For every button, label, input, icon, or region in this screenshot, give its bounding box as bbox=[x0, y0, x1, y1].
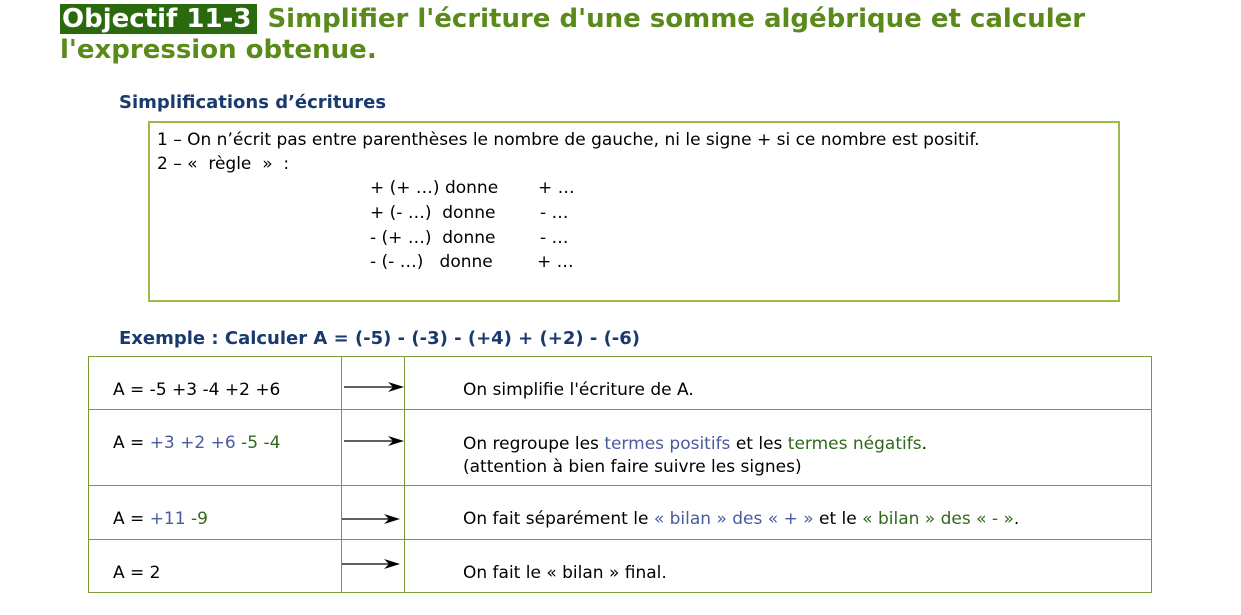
expression-prefix: A = bbox=[113, 433, 150, 453]
sign-rule-left: + (+ …) donne bbox=[370, 178, 499, 198]
expression-cell bbox=[89, 486, 342, 540]
explanation-text: On simplifie l'écriture de A. bbox=[463, 380, 694, 400]
sign-rule-right: + … bbox=[537, 252, 574, 272]
arrow-right-icon bbox=[344, 434, 406, 448]
explanation-cell bbox=[405, 486, 1152, 540]
explanation-cell bbox=[405, 410, 1152, 486]
sign-rule-right: - … bbox=[540, 203, 569, 223]
expression-text: A = 2 bbox=[113, 563, 161, 583]
sign-rule-left: + (- …) donne bbox=[370, 203, 496, 223]
explanation-cell bbox=[405, 357, 1152, 410]
negative-terms: -5 -4 bbox=[241, 433, 281, 453]
arrow-cell bbox=[342, 540, 405, 593]
positive-terms: +3 +2 +6 bbox=[149, 433, 236, 453]
sign-rule-row bbox=[370, 252, 574, 312]
example-heading: Exemple : Calculer A = (-5) - (-3) - (+4) + (+2) - (-6) bbox=[119, 328, 641, 349]
expression-text: A = -5 +3 -4 +2 +6 bbox=[113, 380, 281, 400]
objective-tag: Objectif 11-3 bbox=[60, 4, 257, 34]
sign-rule-left: - (+ …) donne bbox=[370, 228, 496, 248]
expression-cell bbox=[89, 357, 342, 410]
explanation-text: On fait le « bilan » final. bbox=[463, 563, 667, 583]
page-title bbox=[60, 4, 1220, 66]
explanation-cell bbox=[405, 540, 1152, 593]
arrow-cell bbox=[342, 357, 405, 410]
arrow-right-icon bbox=[342, 557, 404, 571]
sign-rule-right: + … bbox=[538, 178, 575, 198]
expression-cell bbox=[89, 410, 342, 486]
sign-rule-right: - … bbox=[540, 228, 569, 248]
arrow-right-icon bbox=[342, 512, 404, 526]
expression-cell bbox=[89, 540, 342, 593]
arrow-cell bbox=[342, 486, 405, 540]
table-row bbox=[89, 357, 1152, 410]
table-row bbox=[89, 410, 1152, 486]
section-heading-simplifications: Simplifications d’écritures bbox=[119, 92, 387, 113]
table-row bbox=[89, 540, 1152, 593]
objective-text: Simplifier l'écriture d'une somme algébrique et calculer l'expression obtenue. bbox=[60, 4, 1086, 65]
example-table bbox=[88, 356, 1152, 593]
sign-rule-left: - (- …) donne bbox=[370, 252, 493, 272]
expression-text: A = +11 -9 bbox=[113, 509, 208, 529]
table-row bbox=[89, 486, 1152, 540]
arrow-right-icon bbox=[344, 380, 406, 394]
explanation-text: On fait séparément le « bilan » des « + » et le « bilan » des « - ». bbox=[463, 509, 1020, 529]
arrow-cell bbox=[342, 410, 405, 486]
rule-line-1: 1 – On n’écrit pas entre parenthèses le nombre de gauche, ni le signe + si ce nombre est positif. bbox=[157, 130, 980, 150]
expression-text bbox=[89, 410, 341, 453]
rule-line-2: 2 – « règle » : bbox=[157, 154, 290, 174]
explanation-text: On regroupe les termes positifs et les termes négatifs. (attention à bien faire suivre les signes) bbox=[463, 434, 927, 477]
